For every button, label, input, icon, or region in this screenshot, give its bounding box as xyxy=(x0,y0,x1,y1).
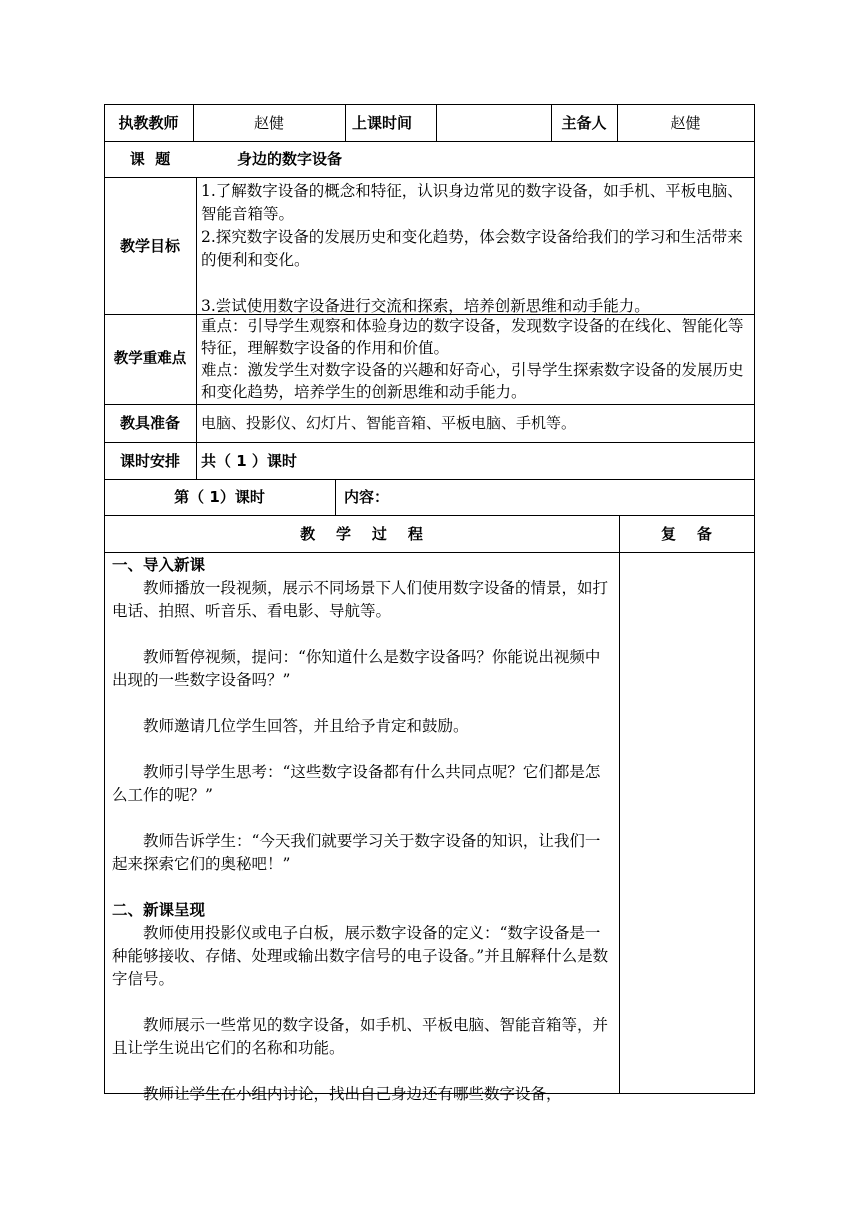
table-col-divider xyxy=(335,479,336,515)
goal-item: 2.探究数字设备的发展历史和变化趋势，体会数字设备给我们的学习和生活带来的便利和变化。 xyxy=(201,228,743,269)
content-label: 内容： xyxy=(344,488,390,506)
table-col-divider xyxy=(345,104,346,141)
preparer-value: 赵健 xyxy=(670,114,701,132)
difficulty-item: 难点：激发学生对数字设备的兴趣和好奇心，引导学生探索数字设备的发展历史和变化趋势，培养学生的创新思维和动手能力。 xyxy=(201,361,744,401)
key-points-content xyxy=(201,315,751,403)
preparer-label: 主备人 xyxy=(561,114,607,132)
table-rule xyxy=(104,479,755,480)
process-header: 教 学 过 程 xyxy=(300,525,423,543)
tools-label: 教具准备 xyxy=(119,414,180,432)
teacher-value: 赵健 xyxy=(253,114,284,132)
section-title: 二、新课呈现 xyxy=(112,901,206,919)
table-col-divider xyxy=(436,104,437,141)
goal-item: 3.尝试使用数字设备进行交流和探索，培养创新思维和动手能力。 xyxy=(201,297,650,315)
schedule-label: 课时安排 xyxy=(119,452,180,470)
table-col-divider xyxy=(619,515,620,1093)
table-rule xyxy=(104,141,755,142)
period-label: 第（ 1）课时 xyxy=(174,488,265,506)
table-border-top xyxy=(104,104,755,105)
process-paragraph: 教师使用投影仪或电子白板，展示数字设备的定义：“数字设备是一种能够接收、存储、处理或输出数字信号的电子设备。”并且解释什么是数字信号。 xyxy=(112,924,609,988)
process-paragraph: 教师引导学生思考：“这些数字设备都有什么共同点呢？它们都是怎么工作的呢？” xyxy=(112,763,601,804)
process-paragraph: 教师展示一些常见的数字设备，如手机、平板电脑、智能音箱等，并且让学生说出它们的名称和功能。 xyxy=(112,1016,609,1057)
section-title: 一、导入新课 xyxy=(112,556,206,574)
key-points-label: 教学重难点 xyxy=(113,351,187,367)
table-rule xyxy=(104,515,755,516)
goal-item: 1.了解数字设备的概念和特征，认识身边常见的数字设备，如手机、平板电脑、智能音箱等。 xyxy=(201,182,743,223)
topic-value: 身边的数字设备 xyxy=(237,150,343,168)
goals-label: 教学目标 xyxy=(119,237,180,255)
review-header: 复 备 xyxy=(661,525,712,543)
table-rule xyxy=(104,442,755,443)
process-paragraph: 教师暂停视频，提问：“你知道什么是数字设备吗？你能说出视频中出现的一些数字设备吗？” xyxy=(112,648,601,689)
process-paragraph: 教师告诉学生：“今天我们就要学习关于数字设备的知识，让我们一起来探索它们的奥秘吧！” xyxy=(112,832,601,873)
table-rule xyxy=(104,404,755,405)
process-body xyxy=(112,554,612,1106)
process-paragraph: 教师让学生在小组内讨论，找出自己身边还有哪些数字设备， xyxy=(143,1085,562,1103)
process-paragraph: 教师播放一段视频，展示不同场景下人们使用数字设备的情景，如打电话、拍照、听音乐、看电影、导航等。 xyxy=(112,579,609,620)
table-rule xyxy=(104,552,755,553)
table-border-right xyxy=(754,104,755,1094)
process-paragraph: 教师邀请几位学生回答，并且给予肯定和鼓励。 xyxy=(143,717,469,735)
schedule-value: 共（ 1 ）课时 xyxy=(201,452,297,470)
key-point-item: 重点：引导学生观察和体验身边的数字设备，发现数字设备的在线化、智能化等特征，理解数字设备的作用和价值。 xyxy=(201,317,744,357)
table-col-divider xyxy=(196,177,197,479)
class-time-label: 上课时间 xyxy=(352,114,413,132)
goals-content xyxy=(201,180,751,318)
teacher-label: 执教教师 xyxy=(118,114,179,132)
topic-label: 课 题 xyxy=(129,150,171,168)
tools-value: 电脑、投影仪、幻灯片、智能音箱、平板电脑、手机等。 xyxy=(201,414,577,432)
table-rule xyxy=(104,177,755,178)
